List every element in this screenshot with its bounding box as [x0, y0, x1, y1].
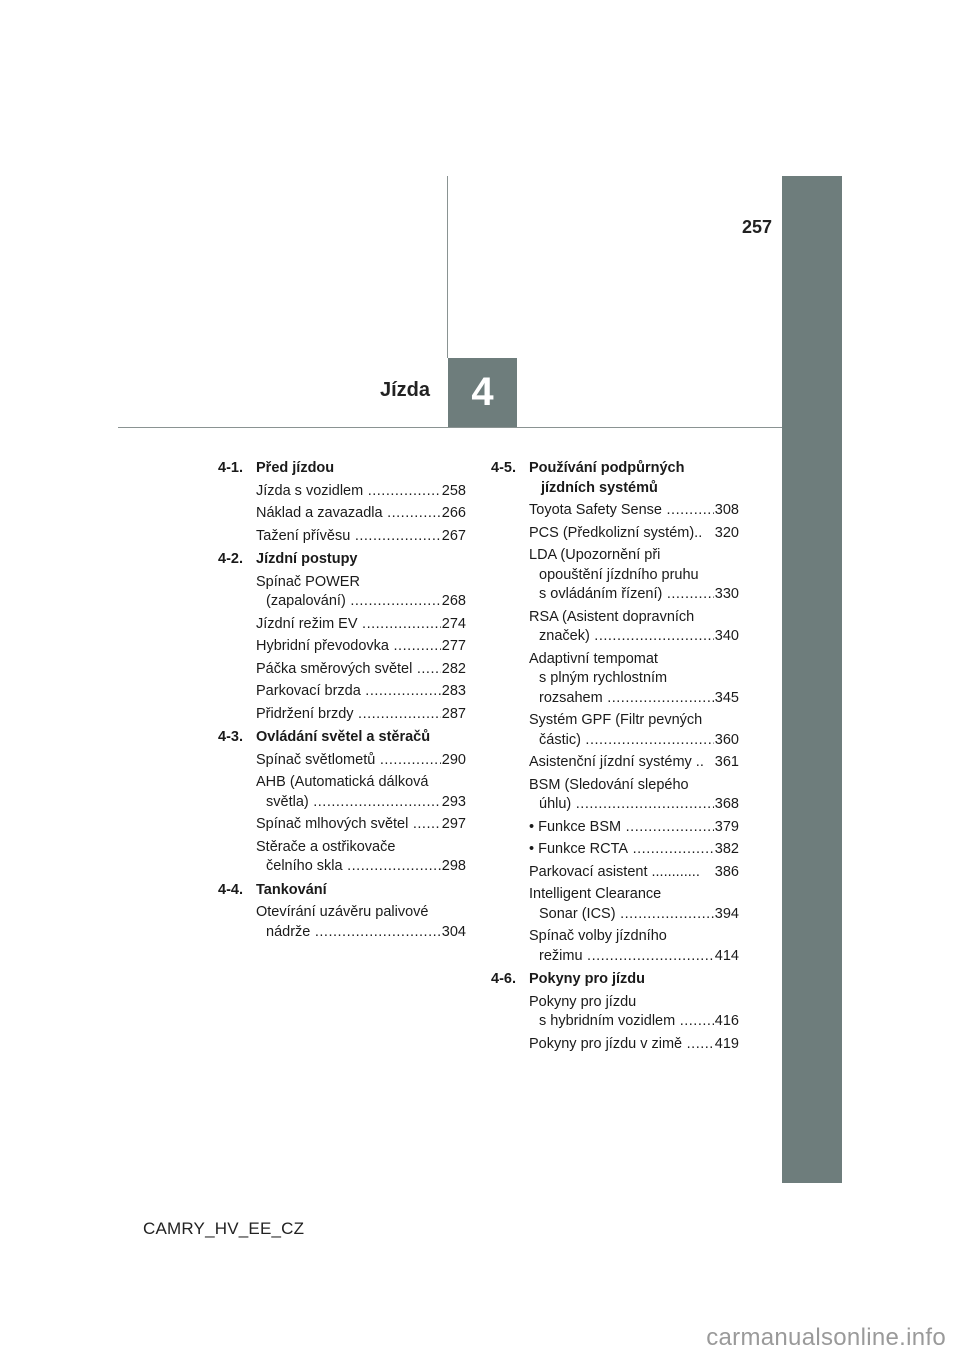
entry-title: Intelligent Clearance — [529, 886, 662, 902]
entry-title: Spínač světlometů ..... — [256, 752, 441, 768]
entry-page: 282 — [441, 660, 466, 677]
entry-page: 345 — [714, 689, 739, 706]
toc-entry[interactable] — [529, 776, 739, 815]
entry-title-cont: úhlu) ..... — [539, 796, 714, 812]
entry-title-cont: nádrže ..... — [266, 924, 441, 940]
entry-title: Systém GPF (Filtr pevných — [529, 712, 703, 728]
entry-title: Spínač volby jízdního — [529, 928, 667, 944]
toc-entry[interactable] — [256, 573, 466, 612]
entry-page: 308 — [714, 502, 739, 518]
entry-page: 258 — [441, 482, 466, 499]
entry-page: 386 — [714, 863, 739, 880]
entry-title-cont: opouštění jízdního pruhu — [539, 566, 699, 583]
toc-entry[interactable] — [256, 773, 466, 812]
entry-title: PCS (Předkolizní systém).. — [529, 524, 703, 541]
toc-entry[interactable] — [256, 838, 466, 877]
entry-title: Náklad a zavazadla ..... — [256, 505, 441, 521]
entry-title: Pokyny pro jízdu — [529, 993, 637, 1010]
entry-title: Pokyny pro jízdu v zimě ..... — [529, 1036, 714, 1052]
entry-title: Asistenční jízdní systémy .. — [529, 754, 704, 770]
toc-entry[interactable] — [529, 711, 739, 750]
section-title: Tankování — [256, 881, 327, 898]
entry-page: 368 — [714, 796, 739, 812]
entry-page: 293 — [441, 793, 466, 810]
entry-title: Otevírání uzávěru palivové — [256, 904, 429, 920]
entry-page: 287 — [441, 705, 466, 722]
entry-title: Hybridní převodovka ..... — [256, 638, 441, 654]
entry-title: Spínač mlhových světel ..... — [256, 816, 441, 832]
toc-entry[interactable] — [256, 527, 466, 547]
toc-section[interactable] — [491, 459, 739, 498]
toc-entry[interactable] — [256, 705, 466, 725]
entry-page: 419 — [714, 1035, 739, 1052]
toc-entry[interactable] — [529, 840, 739, 860]
entry-title: BSM (Sledování slepého — [529, 776, 689, 793]
entry-title: Jízdní režim EV ..... — [256, 616, 441, 632]
entry-page: 320 — [714, 524, 739, 541]
watermark: carmanualsonline.info — [706, 1324, 946, 1351]
chapter-number-box: 4 — [448, 358, 517, 427]
entry-page: 267 — [441, 527, 466, 544]
section-title: Jízdní postupy — [256, 551, 358, 567]
entry-title: • Funkce RCTA ..... — [529, 841, 714, 857]
toc-entry[interactable] — [529, 885, 739, 924]
entry-page: 283 — [441, 683, 466, 699]
entry-title-cont: světla) ..... — [266, 794, 441, 810]
section-title: Pokyny pro jízdu — [529, 971, 646, 987]
toc-section[interactable] — [218, 881, 466, 901]
entry-page: 360 — [714, 731, 739, 748]
toc-right-column — [491, 459, 739, 1054]
entry-title-cont: s hybridním vozidlem ..... — [539, 1013, 714, 1029]
entry-page: 298 — [441, 858, 466, 874]
entry-page: 277 — [441, 638, 466, 654]
entry-title: Adaptivní tempomat — [529, 650, 658, 667]
toc-entry[interactable] — [529, 927, 739, 966]
toc-entry[interactable] — [256, 751, 466, 771]
toc-section[interactable] — [218, 728, 466, 748]
entry-title: RSA (Asistent dopravních — [529, 608, 695, 625]
entry-page: 290 — [441, 751, 466, 768]
toc-entry[interactable] — [529, 608, 739, 647]
toc-entry[interactable] — [529, 524, 739, 544]
toc-entry[interactable] — [529, 863, 739, 883]
entry-title-cont: čelního skla ..... — [266, 858, 441, 874]
entry-title: Stěrače a ostřikovače — [256, 838, 396, 855]
vertical-rule — [447, 176, 448, 358]
entry-page: 304 — [441, 923, 466, 940]
entry-title: Páčka směrových světel ..... — [256, 661, 441, 677]
entry-page: 382 — [714, 841, 739, 857]
toc-left-column — [218, 459, 466, 942]
toc-entry[interactable] — [529, 818, 739, 838]
toc-section[interactable] — [218, 550, 466, 570]
entry-title: • Funkce BSM ..... — [529, 819, 714, 835]
toc-entry[interactable] — [256, 482, 466, 502]
section-title: Ovládání světel a stěračů — [256, 729, 431, 745]
entry-page: 330 — [714, 586, 739, 602]
toc-section[interactable] — [218, 459, 466, 479]
toc-entry[interactable] — [529, 546, 739, 605]
section-title: Před jízdou — [256, 460, 335, 476]
entry-page: 266 — [441, 505, 466, 521]
entry-title: Jízda s vozidlem ..... — [256, 483, 441, 499]
entry-title-cont: s plným rychlostním — [539, 670, 668, 686]
toc-entry[interactable] — [256, 903, 466, 942]
toc-entry[interactable] — [529, 993, 739, 1032]
entry-title: Tažení přívěsu ..... — [256, 528, 441, 544]
toc-entry[interactable] — [529, 753, 739, 773]
section-number: 4-1. — [218, 460, 243, 476]
entry-title-cont: částic) ..... — [539, 732, 714, 748]
toc-entry[interactable] — [256, 615, 466, 635]
entry-page: 340 — [714, 628, 739, 644]
section-title: Používání podpůrných — [529, 460, 685, 476]
entry-title-cont: rozsahem ..... — [539, 690, 714, 706]
section-number: 4-5. — [491, 460, 516, 476]
entry-title-cont: značek) ..... — [539, 628, 714, 644]
section-number: 4-4. — [218, 881, 243, 898]
entry-title: Parkovací asistent ............ — [529, 863, 700, 880]
entry-page: 414 — [714, 947, 739, 964]
toc-entry[interactable] — [529, 650, 739, 709]
entry-title: AHB (Automatická dálková — [256, 774, 429, 790]
entry-title-cont: Sonar (ICS) ..... — [539, 906, 714, 922]
toc-entry[interactable] — [529, 1035, 739, 1055]
page-number: 257 — [741, 217, 772, 237]
toc-section[interactable] — [491, 970, 739, 990]
entry-title: Spínač POWER — [256, 573, 360, 590]
header-rule — [118, 427, 782, 428]
toc-entry[interactable] — [256, 682, 466, 702]
toc-entry[interactable] — [256, 660, 466, 680]
entry-title: Přidržení brzdy ..... — [256, 706, 441, 722]
entry-title: Parkovací brzda ..... — [256, 683, 441, 699]
section-number: 4-3. — [218, 729, 243, 745]
entry-page: 268 — [441, 593, 466, 609]
toc-entry[interactable] — [256, 637, 466, 657]
entry-title: LDA (Upozornění při — [529, 547, 661, 563]
entry-page: 394 — [714, 905, 739, 922]
toc-entry[interactable] — [529, 501, 739, 521]
chapter-side-tab — [782, 176, 842, 1183]
entry-title-cont: režimu ..... — [539, 948, 714, 964]
entry-title: Toyota Safety Sense ..... — [529, 502, 714, 518]
entry-page: 274 — [441, 615, 466, 632]
section-title-cont: jízdních systémů — [541, 479, 658, 496]
entry-title-cont: (zapalování) ..... — [266, 593, 441, 609]
toc-entry[interactable] — [256, 504, 466, 524]
chapter-title: Jízda — [379, 379, 430, 401]
toc-entry[interactable] — [256, 815, 466, 835]
section-number: 4-2. — [218, 551, 243, 567]
entry-title-cont: s ovládáním řízení) ..... — [539, 586, 714, 602]
document-code: CAMRY_HV_EE_CZ — [143, 1219, 305, 1238]
section-number: 4-6. — [491, 971, 516, 987]
entry-page: 361 — [714, 754, 739, 770]
entry-page: 416 — [714, 1013, 739, 1029]
entry-page: 297 — [441, 816, 466, 832]
entry-page: 379 — [714, 818, 739, 835]
